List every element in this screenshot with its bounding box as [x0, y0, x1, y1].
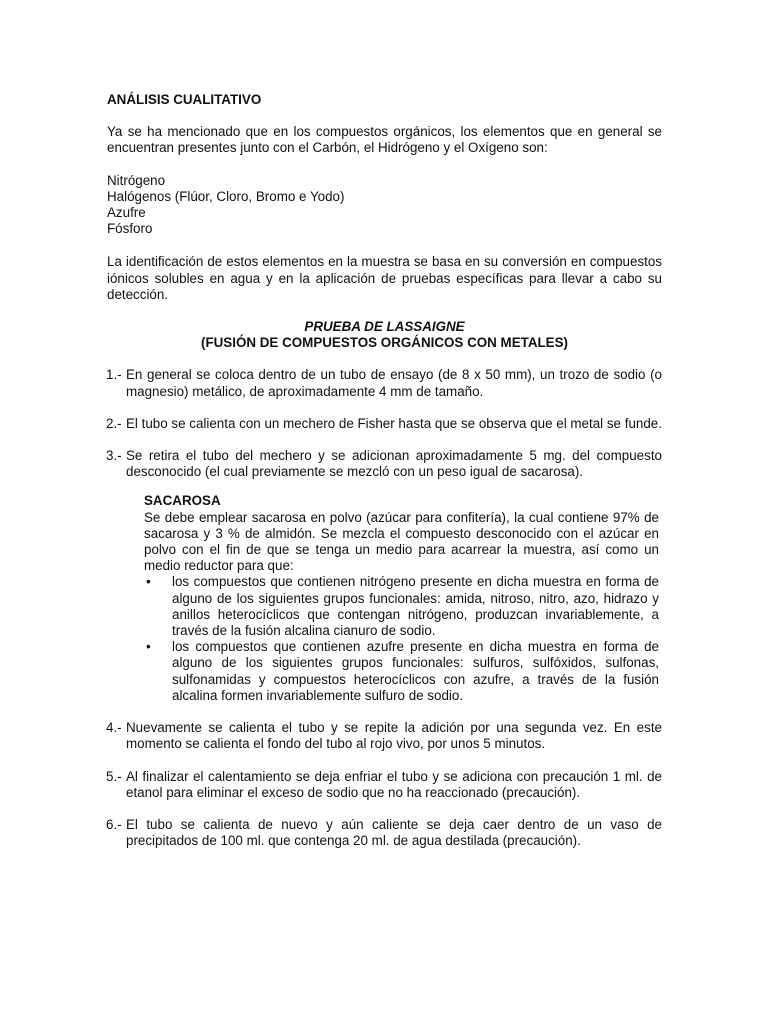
step-number: 3.- — [106, 448, 122, 464]
step-number: 2.- — [106, 415, 122, 431]
element-item: Halógenos (Flúor, Cloro, Bromo e Yodo) — [107, 188, 345, 204]
steps-list — [106, 367, 662, 849]
identification-paragraph: La identificación de estos elementos en la muestra se basa en su conversión en compuestos iónicos solubles en agua y en la aplicación de pruebas específicas para llevar a cabo su detección. — [107, 254, 662, 302]
bullet-text: los compuestos que contienen azufre presente en dicha muestra en forma de alguno de los siguientes grupos funcionales: sulfuros, sulfóxidos, sulfonas, sulfonamidas y compuestos heterocíclicos con azufre, a través de la fusión alcalina formen invariablemente sulfuro de sodio. — [172, 639, 659, 703]
sacarosa-heading: SACAROSA — [144, 493, 221, 509]
step-text: Se retira el tubo del mechero y se adicionan aproximadamente 5 mg. del compuesto desconocido (el cual previamente se mezcló con un peso igual de sacarosa). — [126, 448, 662, 480]
bullet-icon: • — [146, 574, 151, 590]
element-item: Nitrógeno — [107, 172, 166, 188]
step-number: 6.- — [106, 816, 122, 832]
element-item: Fósforo — [107, 221, 153, 237]
sacarosa-bullet-list — [144, 574, 659, 704]
step-text: En general se coloca dentro de un tubo de ensayo (de 8 x 50 mm), un trozo de sodio (o magnesio) metálico, de aproximadamente 4 mm de tamaño. — [126, 367, 662, 399]
bullet-text: los compuestos que contienen nitrógeno presente en dicha muestra en forma de alguno de los siguientes grupos funcionales: amida, nitroso, nitro, azo, hidrazo y anillos heterocíclicos que contengan nitrógeno, produzcan invariablemente, a través de la fusión alcalina cianuro de sodio. — [172, 574, 659, 639]
step-number: 4.- — [106, 720, 122, 736]
elements-list — [107, 173, 662, 238]
step-text: El tubo se calienta con un mechero de Fisher hasta que se observa que el metal se funde. — [126, 415, 662, 431]
intro-paragraph: Ya se ha mencionado que en los compuestos orgánicos, los elementos que en general se encuentran presentes junto con el Carbón, el Hidrógeno y el Oxígeno son: — [107, 124, 662, 156]
document-page — [107, 92, 662, 865]
step-item — [106, 367, 662, 399]
bullet-item — [144, 639, 659, 704]
test-title: PRUEBA DE LASSAIGNE — [304, 319, 465, 335]
step-text: El tubo se calienta de nuevo y aún caliente se deja caer dentro de un vaso de precipitados de 100 ml. que contenga 20 ml. de agua destilada (precaución). — [126, 816, 662, 849]
step-item — [106, 720, 662, 752]
step-item — [106, 416, 662, 432]
step-number: 5.- — [106, 768, 122, 784]
test-subtitle: (FUSIÓN DE COMPUESTOS ORGÁNICOS CON METALES) — [200, 335, 569, 351]
element-item: Azufre — [107, 205, 146, 221]
sacarosa-section — [144, 493, 659, 704]
step-number: 1.- — [106, 367, 122, 383]
bullet-item — [144, 574, 659, 639]
step-item — [106, 448, 662, 480]
step-item — [106, 769, 662, 801]
step-text: Al finalizar el calentamiento se deja enfriar el tubo y se adiciona con precaución 1 ml. de etanol para eliminar el exceso de sodio que no ha reaccionado (precaución). — [126, 768, 662, 800]
step-item — [106, 817, 662, 849]
test-title-block — [107, 319, 662, 351]
bullet-icon: • — [146, 639, 151, 655]
document-heading: ANÁLISIS CUALITATIVO — [107, 92, 262, 107]
sacarosa-paragraph: Se debe emplear sacarosa en polvo (azúcar para confitería), la cual contiene 97% de sacarosa y 3 % de almidón. Se mezcla el compuesto desconocido con el azúcar en polvo con el fin de que se tenga un medio para acarrear la muestra, así como un medio reductor para que: — [144, 509, 659, 574]
step-text: Nuevamente se calienta el tubo y se repite la adición por una segunda vez. En este momento se calienta el fondo del tubo al rojo vivo, por unos 5 minutos. — [126, 720, 662, 752]
